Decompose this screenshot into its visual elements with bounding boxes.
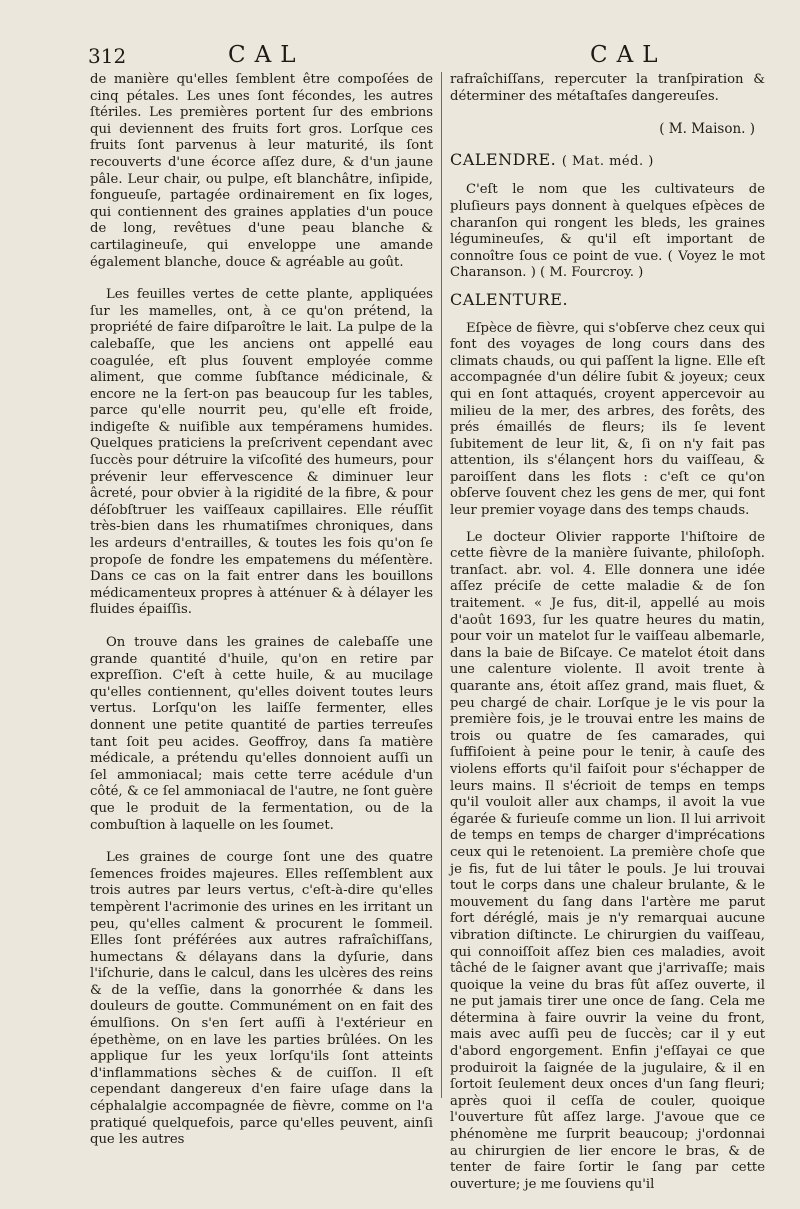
running-head-right: CAL [590, 42, 667, 68]
entry-subtitle: ( Mat. méd. ) [561, 153, 654, 169]
paragraph-continuation: rafraîchiſſans, repercuter la tranſpiration & déterminer des métaſtaſes dangereuſes. [450, 72, 765, 104]
running-head-left: CAL [228, 42, 305, 68]
page-number: 312 [88, 44, 127, 68]
left-column [90, 72, 433, 1165]
author-signature: ( M. Maison. ) [659, 121, 755, 138]
paragraph-continuation: de manière qu'elles ſemblent être compoſées de cinq pétales. Les unes ſont fécondes, les autres ſtériles. Les premières portent ſur des embrions qui deviennent des fruits fort gros. Lorſque ces fruits ſont parvenus à leur maturité, ils ſont recouverts d'une écorce aſſez dure, & d'un jaune pâle. Leur chair, ou pulpe, eſt blanchâtre, inſipide, fongueuſe, partagée ordinairement en ſix loges, qui contiennent des graines applaties d'un pouce de long, revêtues d'une peau blanche & cartilagineuſe, qui enveloppe une amande également blanche, douce & agréable au goût. [90, 72, 433, 270]
paragraph: C'eſt le nom que les cultivateurs de pluſieurs pays donnent à quelques eſpèces de charanſon qui rongent les bleds, les graines légumineuſes, & qu'il eſt important de connoître ſous ce point de vue. ( Voyez le mot Charanson. ) ( M. Fourcroy. ) [450, 182, 765, 281]
entry-heading-calendre [450, 149, 765, 171]
paragraph: Les feuilles vertes de cette plante, appliquées ſur les mamelles, ont, à ce qu'on prétend, la propriété de faire diſparoître le lait. La pulpe de la calebaſſe, que les anciens ont appellé eau coagulée, eſt plus ſouvent employée comme aliment, que comme ſubſtance médicinale, & encore ne la ſert-on pas beaucoup ſur les tables, parce qu'elle nourrit peu, qu'elle eſt froide, indigeſte & nuiſible aux tempéramens humides. Quelques praticiens la preſcrivent cependant avec ſuccès pour détruire la viſcoſité des humeurs, pour prévenir leur effervescence & diminuer leur âcreté, pour obvier à la rigidité de la fibre, & pour déſobſtruer les vaiſſeaux capillaires. Elle réuſſit très-bien dans les rhumatiſmes chroniques, dans les ardeurs d'entrailles, & toutes les fois qu'on ſe propoſe de fondre les empatemens du méſentère. Dans ce cas on la fait entrer dans les bouillons médicamenteux propres à atténuer & à délayer les fluides épaiſſis. [90, 287, 433, 618]
entry-title: CALENDRE. [450, 149, 557, 169]
paragraph: Les graines de courge ſont une des quatre ſemences froides majeures. Elles reſſemblent aux trois autres par leurs vertus, c'eſt-à-dire qu'elles tempèrent l'acrimonie des urines en les irritant un peu, qu'elles calment & procurent le ſommeil. Elles ſont préférées aux autres rafraîchiſſans, humectans & délayans dans la dyſurie, dans l'iſchurie, dans le calcul, dans les ulcères des reins & de la veſſie, dans la gonorrhée & dans les douleurs de goutte. Communément on en fait des émulſions. On s'en ſert auſſi à l'extérieur en épethème, on en lave les parties brûlées. On les applique ſur les yeux lorſqu'ils ſont atteints d'inflammations sèches & de cuiſſon. Il eſt cependant dangereux d'en faire uſage dans la céphalalgie accompagnée de fièvre, comme on l'a pratiqué quelquefois, parce qu'elles peuvent, ainſi que les autres [90, 850, 433, 1148]
paragraph: Eſpèce de fièvre, qui s'obſerve chez ceux qui font des voyages de long cours dans des climats chauds, ou qui paſſent la ligne. Elle eſt accompagnée d'un délire ſubit & joyeux; ceux qui en ſont attaqués, croyent appercevoir au milieu de la mer, des arbres, des forêts, des prés émaillés de fleurs; ils ſe levent ſubitement de leur lit, &, ſi on n'y fait pas attention, ils s'élançent hors du vaiſſeau, & paroiſſent dans les flots : c'eſt ce qu'on obſerve ſouvent chez les gens de mer, qui font leur premier voyage dans des temps chauds. [450, 320, 765, 519]
column-divider [441, 72, 442, 1098]
entry-heading-calenture: CALENTURE. [450, 289, 569, 309]
right-column [450, 72, 765, 1209]
paragraph: On trouve dans les graines de calebaſſe une grande quantité d'huile, qu'on en retire par expreſſion. C'eſt à cette huile, & au mucilage qu'elles contiennent, qu'elles doivent toutes leurs vertus. Lorſqu'on les laiſſe fermenter, elles donnent une petite quantité de parties terreuſes tant ſoit peu acides. Geoffroy, dans ſa matière médicale, a prétendu qu'elles donnoient auſſi un ſel ammoniacal; mais cette terre acédule d'un côté, & ce ſel ammoniacal de l'autre, ne ſont guère que le produit de la fermentation, ou de la combuſtion à laquelle on les ſoumet. [90, 635, 433, 833]
paragraph: Le docteur Olivier rapporte l'hiſtoire de cette fièvre de la manière ſuivante, philoſoph. tranſact. abr. vol. 4. Elle donnera une idée aſſez préciſe de cette maladie & de ſon traitement. « Je fus, dit-il, appellé au mois d'août 1693, ſur les quatre heures du matin, pour voir un matelot ſur le vaiſſeau albemarle, dans la baie de Biſcaye. Ce matelot étoit dans une calenture violente. Il avoit trente à quarante ans, étoit aſſez grand, mais fluet, & peu chargé de chair. Lorſque je le vis pour la première fois, je le trouvai entre les mains de trois ou quatre de ſes camarades, qui ſuffiſoient à peine pour le tenir, à cauſe des violens efforts qu'il faiſoit pour s'échapper de leurs mains. Il s'écrioit de temps en temps qu'il vouloit aller aux champs, il avoit la vue égarée & furieuſe comme un lion. Il lui arrivoit de temps en temps de charger d'imprécations ceux qui le retenoient. La première choſe que je fis, fut de lui tâter le pouls. Je lui trouvai tout le corps dans une chaleur brulante, & le mouvement du ſang dans l'artère me parut fort déréglé, mais je n'y remarquai aucune vibration diſtincte. Le chirurgien du vaiſſeau, qui connoiſſoit aſſez bien ces maladies, avoit tâché de le ſaigner avant que j'arrivaſſe; mais quoique la veine du bras fût aſſez ouverte, il ne put jamais tirer une once de ſang. Cela me détermina à faire ouvrir la veine du front, mais avec auſſi peu de ſuccès; car il y eut d'abord engorgement. Enfin j'eſſayai ce que produiroit la ſaignée de la jugulaire, & il en ſortoit ſeulement deux onces d'un ſang fleuri; après quoi il ceſſa de couler, quoique l'ouverture fût aſſez large. J'avoue que ce phénomène me ſurprit beaucoup; j'ordonnai au chirurgien de lier encore le bras, & de tenter de faire ſortir le ſang par cette ouverture; je me ſouviens qu'il [450, 529, 765, 1192]
